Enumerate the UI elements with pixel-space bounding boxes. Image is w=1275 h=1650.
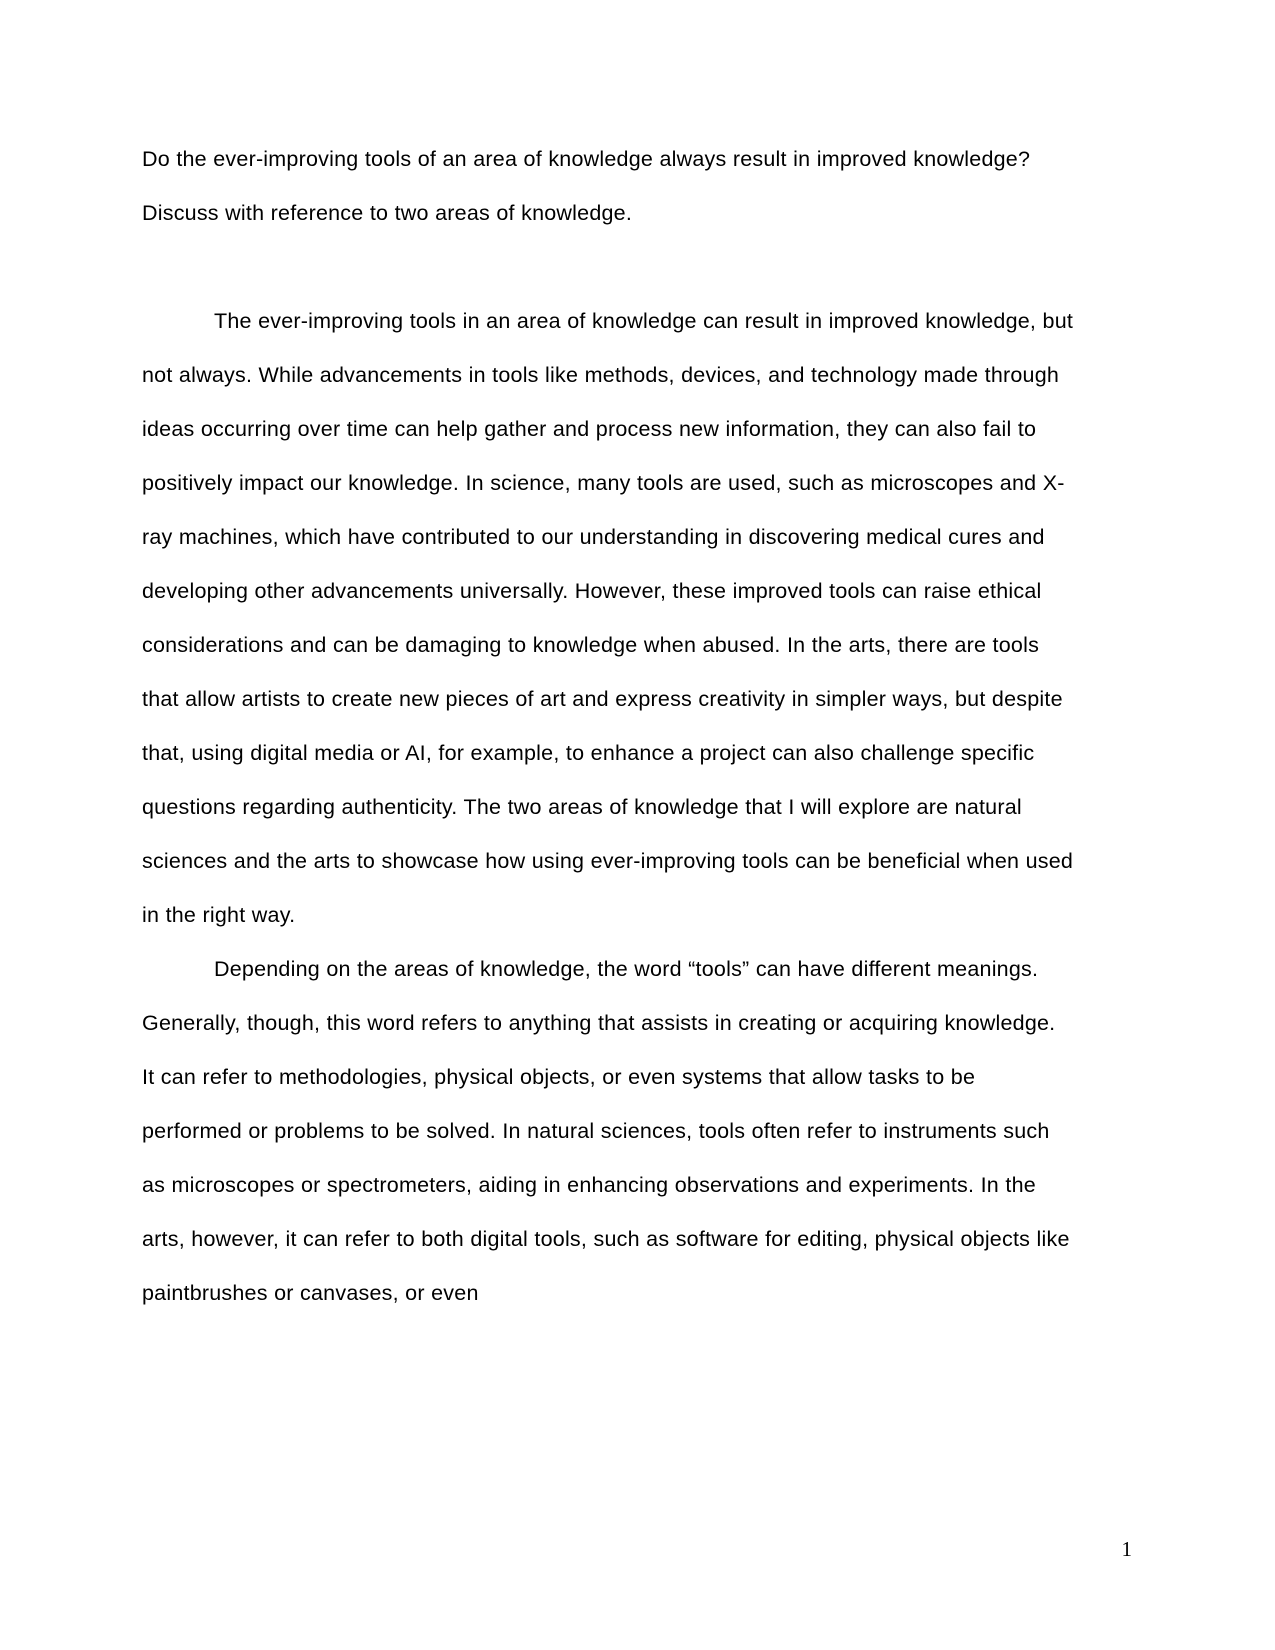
page-number: 1: [1121, 1537, 1132, 1561]
essay-prompt: Do the ever-improving tools of an area of knowledge always result in improved knowledge? Discuss with reference to two areas of knowledge.: [142, 147, 1031, 225]
body-paragraph-2: Depending on the areas of knowledge, the word “tools” can have different meanings. Generally, though, this word refers to anything that assists in creating or acquiring knowledge. It can refer to methodologies, physical objects, or even systems that allow tasks to be performed or problems to be solved. In natural sciences, tools often refer to instruments such as microscopes or spectrometers, aiding in enhancing observations and experiments. In the arts, however, it can refer to both digital tools, such as software for editing, physical objects like paintbrushes or canvases, or even: [142, 957, 1070, 1305]
body-paragraph-1: The ever-improving tools in an area of knowledge can result in improved knowledge, but not always. While advancements in tools like methods, devices, and technology made through ideas occurring over time can help gather and process new information, they can also fail to positively impact our knowledge. In science, many tools are used, such as microscopes and X-ray machines, which have contributed to our understanding in discovering medical cures and developing other advancements universally. However, these improved tools can raise ethical considerations and can be damaging to knowledge when abused. In the arts, there are tools that allow artists to create new pieces of art and express creativity in simpler ways, but despite that, using digital media or AI, for example, to enhance a project can also challenge specific questions regarding authenticity. The two areas of knowledge that I will explore are natural sciences and the arts to showcase how using ever-improving tools can be beneficial when used in the right way.: [142, 309, 1074, 927]
paragraph-spacer: [142, 240, 1074, 294]
document-text-column: [142, 132, 1074, 1320]
